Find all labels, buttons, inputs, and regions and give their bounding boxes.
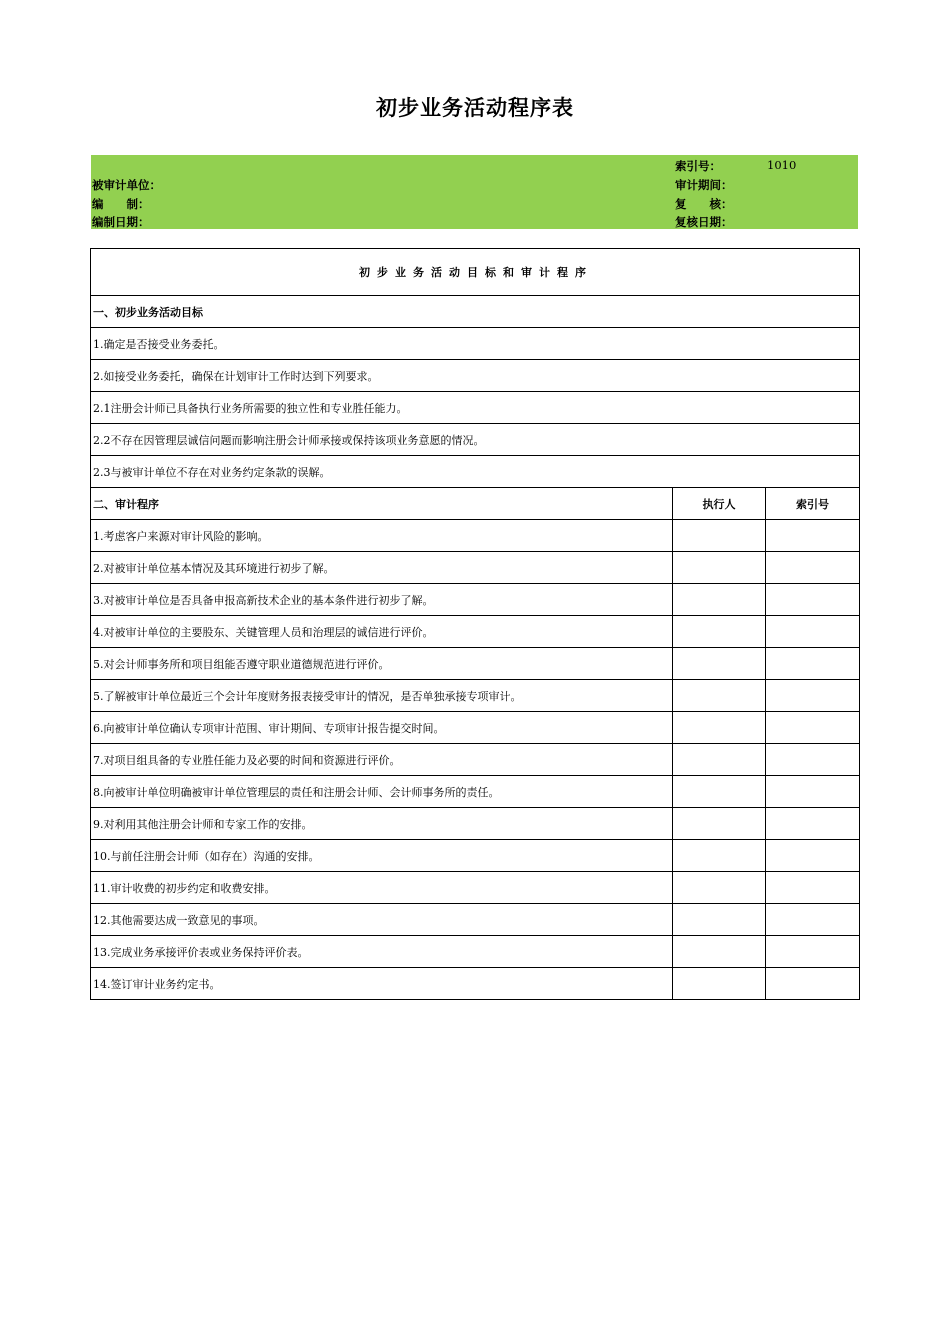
index-cell[interactable] [766,680,860,712]
index-cell[interactable] [766,968,860,1000]
executor-cell[interactable] [673,648,766,680]
index-cell[interactable] [766,584,860,616]
executor-cell[interactable] [673,552,766,584]
index-label: 索引号： [675,159,721,173]
procedure-row [91,904,860,936]
executor-cell[interactable] [673,840,766,872]
index-cell[interactable] [766,552,860,584]
index-cell[interactable] [766,936,860,968]
procedure-row [91,616,860,648]
procedure-row [91,552,860,584]
index-cell[interactable] [766,616,860,648]
objective-row: 1.确定是否接受业务委托。 [91,328,860,360]
reviewed-date-label: 复核日期： [675,215,733,229]
procedure-text: 5.对会计师事务所和项目组能否遵守职业道德规范进行评价。 [91,648,673,680]
procedure-text: 10.与前任注册会计师（如存在）沟通的安排。 [91,840,673,872]
section-procedures-title: 二、审计程序 [91,488,673,520]
index-cell[interactable] [766,840,860,872]
executor-cell[interactable] [673,712,766,744]
procedure-row [91,520,860,552]
page-title: 初步业务活动程序表 [376,96,574,120]
index-cell[interactable] [766,872,860,904]
executor-cell[interactable] [673,520,766,552]
procedure-row [91,776,860,808]
procedure-row [91,872,860,904]
prepared-date-label: 编制日期： [92,215,150,229]
executor-cell[interactable] [673,616,766,648]
procedure-text: 9.对利用其他注册会计师和专家工作的安排。 [91,808,673,840]
index-value: 1010 [767,158,797,172]
procedure-text: 6.向被审计单位确认专项审计范围、审计期间、专项审计报告提交时间。 [91,712,673,744]
procedure-text: 12.其他需要达成一致意见的事项。 [91,904,673,936]
procedure-text: 8.向被审计单位明确被审计单位管理层的责任和注册会计师、会计师事务所的责任。 [91,776,673,808]
procedure-text: 7.对项目组具备的专业胜任能力及必要的时间和资源进行评价。 [91,744,673,776]
procedure-row [91,680,860,712]
column-executor-header: 执行人 [673,488,766,520]
index-cell[interactable] [766,744,860,776]
audit-period-label: 审计期间： [675,178,733,192]
procedure-row [91,808,860,840]
procedure-text: 3.对被审计单位是否具备申报高新技术企业的基本条件进行初步了解。 [91,584,673,616]
index-cell[interactable] [766,904,860,936]
executor-cell[interactable] [673,904,766,936]
executor-cell[interactable] [673,744,766,776]
procedure-row [91,712,860,744]
audited-unit-label: 被审计单位： [92,178,161,192]
executor-cell[interactable] [673,936,766,968]
procedure-row [91,648,860,680]
index-cell[interactable] [766,648,860,680]
procedure-text: 13.完成业务承接评价表或业务保持评价表。 [91,936,673,968]
section-objectives-title: 一、初步业务活动目标 [91,296,860,328]
prepared-by-label: 编 制： [92,197,150,211]
procedure-row [91,584,860,616]
procedure-row [91,968,860,1000]
info-band [91,155,858,229]
table-header: 初步业务活动目标和审计程序 [91,249,860,296]
index-cell[interactable] [766,808,860,840]
objective-row: 2.2不存在因管理层诚信问题而影响注册会计师承接或保持该项业务意愿的情况。 [91,424,860,456]
executor-cell[interactable] [673,680,766,712]
procedure-text: 14.签订审计业务约定书。 [91,968,673,1000]
objective-row: 2.1注册会计师已具备执行业务所需要的独立性和专业胜任能力。 [91,392,860,424]
index-cell[interactable] [766,712,860,744]
procedure-text: 2.对被审计单位基本情况及其环境进行初步了解。 [91,552,673,584]
procedure-text: 1.考虑客户来源对审计风险的影响。 [91,520,673,552]
executor-cell[interactable] [673,776,766,808]
index-cell[interactable] [766,520,860,552]
reviewed-by-label: 复 核： [675,197,733,211]
procedure-row [91,744,860,776]
executor-cell[interactable] [673,968,766,1000]
executor-cell[interactable] [673,808,766,840]
procedure-row [91,936,860,968]
executor-cell[interactable] [673,872,766,904]
executor-cell[interactable] [673,584,766,616]
objective-row: 2.如接受业务委托，确保在计划审计工作时达到下列要求。 [91,360,860,392]
procedure-text: 11.审计收费的初步约定和收费安排。 [91,872,673,904]
procedure-text: 4.对被审计单位的主要股东、关键管理人员和治理层的诚信进行评价。 [91,616,673,648]
column-index-header: 索引号 [766,488,860,520]
procedure-text: 5.了解被审计单位最近三个会计年度财务报表接受审计的情况，是否单独承接专项审计。 [91,680,673,712]
procedure-row [91,840,860,872]
index-cell[interactable] [766,776,860,808]
audit-procedure-table [90,248,860,1000]
objective-row: 2.3与被审计单位不存在对业务约定条款的误解。 [91,456,860,488]
